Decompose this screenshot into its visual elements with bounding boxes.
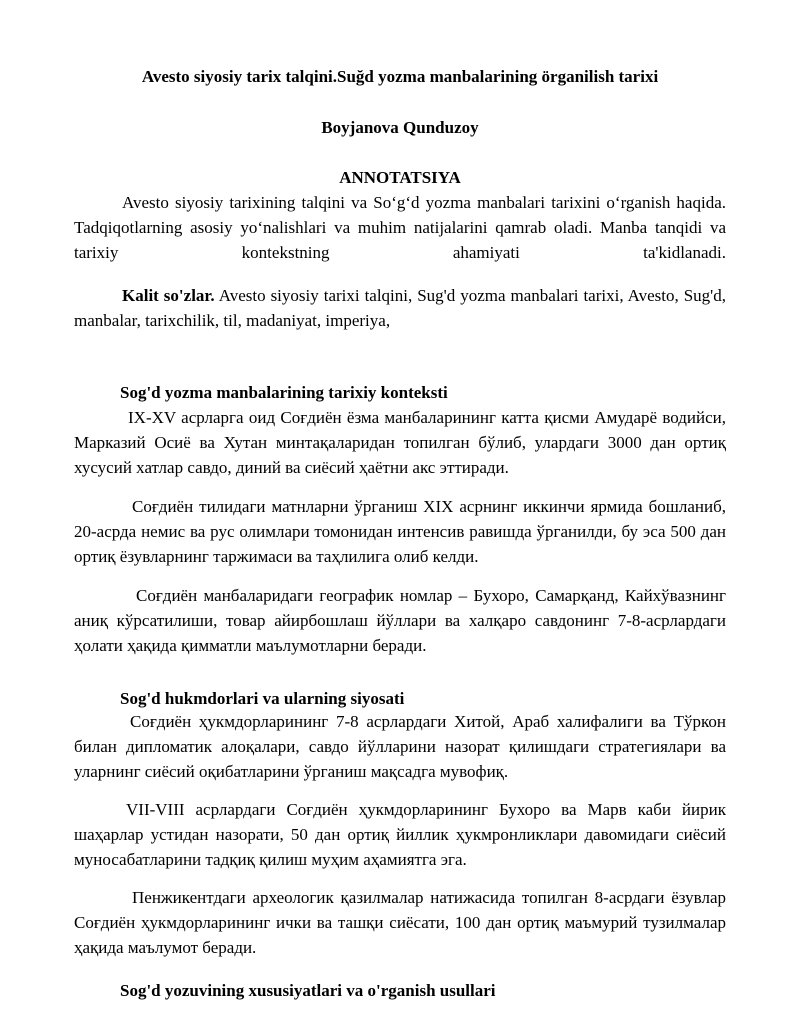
section-paragraph: Соғдиён тилидаги матнларни ўрганиш XIX асрнинг иккинчи ярмида бошланиб, 20-асрда немис ва рус олимлари томонидан интенсив равишда ўрганилди, бу эса 500 дан ортиқ ёзувларнинг таржимаси ва таҳлилига олиб келди. [74,497,726,566]
keywords-paragraph [74,283,726,333]
section-paragraph: Соғдиён манбаларидаги географик номлар – Бухоро, Самарқанд, Кайхўвазнинг аниқ кўрсатилиши, товар айирбошлаш йўллари ва халқаро савдонинг 7-8-асрлардаги ҳолати ҳақида қимматли маълумотларни беради. [74,586,726,655]
annotation-heading: ANNOTATSIYA [339,168,461,187]
keywords-text: Avesto siyosiy tarixi talqini, Sug'd yozma manbalari tarixi, Avesto, Sug'd, manbalar, tarixchilik, til, madaniyat, imperiya, [74,286,726,330]
section-heading: Sog'd yozuvining xususiyatlari va o'rganish usullari [120,981,496,1000]
section-paragraph: IX-XV асрларга оид Соғдиён ёзма манбаларининг катта қисми Амударё водийси, Марказий Осиё ва Хутан минтақаларидан топилган бўлиб, улардаги 3000 дан ортиқ хусусий хатлар савдо, диний ва сиёсий ҳаётни акс эттиради. [74,408,726,477]
section-paragraph: Пенжикентдаги археологик қазилмалар натижасида топилган 8-асрдаги ёзувлар Соғдиён ҳукмдорларининг ички ва ташқи сиёсати, 100 дан ортиқ маъмурий тузилмалар ҳақида маълумот беради. [74,888,726,957]
section-paragraph: Соғдиён ҳукмдорларининг 7-8 асрлардаги Хитой, Араб халифалиги ва Тўркон билан дипломатик алоқалари, савдо йўлларини назорат қилишдаги стратегиялари ва уларнинг сиёсий оқибатларини ўрганиш мақсадга мувофиқ. [74,712,726,781]
section-heading: Sog'd yozma manbalarining tarixiy konteksti [120,383,448,402]
section-paragraph: VII-VIII асрлардаги Соғдиён ҳукмдорларининг Бухоро ва Марв каби йирик шаҳарлар устидан назорати, 50 дан ортиқ йиллик ҳукмронликлари давомидаги сиёсий муносабатларини тадқиқ қилиш муҳим аҳамиятга эга. [74,800,726,869]
keywords-label: Kalit so'zlar. [122,286,215,305]
annotation-text: Avesto siyosiy tarixining talqini va So‘g‘d yozma manbalari tarixini o‘rganish haqida. Tadqiqotlarning asosiy yo‘nalishlari va muhim natijalarini qamrab oladi. Manba tanqidi va tarixiy kontekstning ahamiyati ta'kidlanadi. [74,193,726,262]
section-heading: Sog'd hukmdorlari va ularning siyosati [120,689,405,708]
author-name: Boyjanova Qunduzoy [321,118,479,137]
document-title: Avesto siyosiy tarix talqini.Suğd yozma manbalarining örganilish tarixi [141,67,659,86]
